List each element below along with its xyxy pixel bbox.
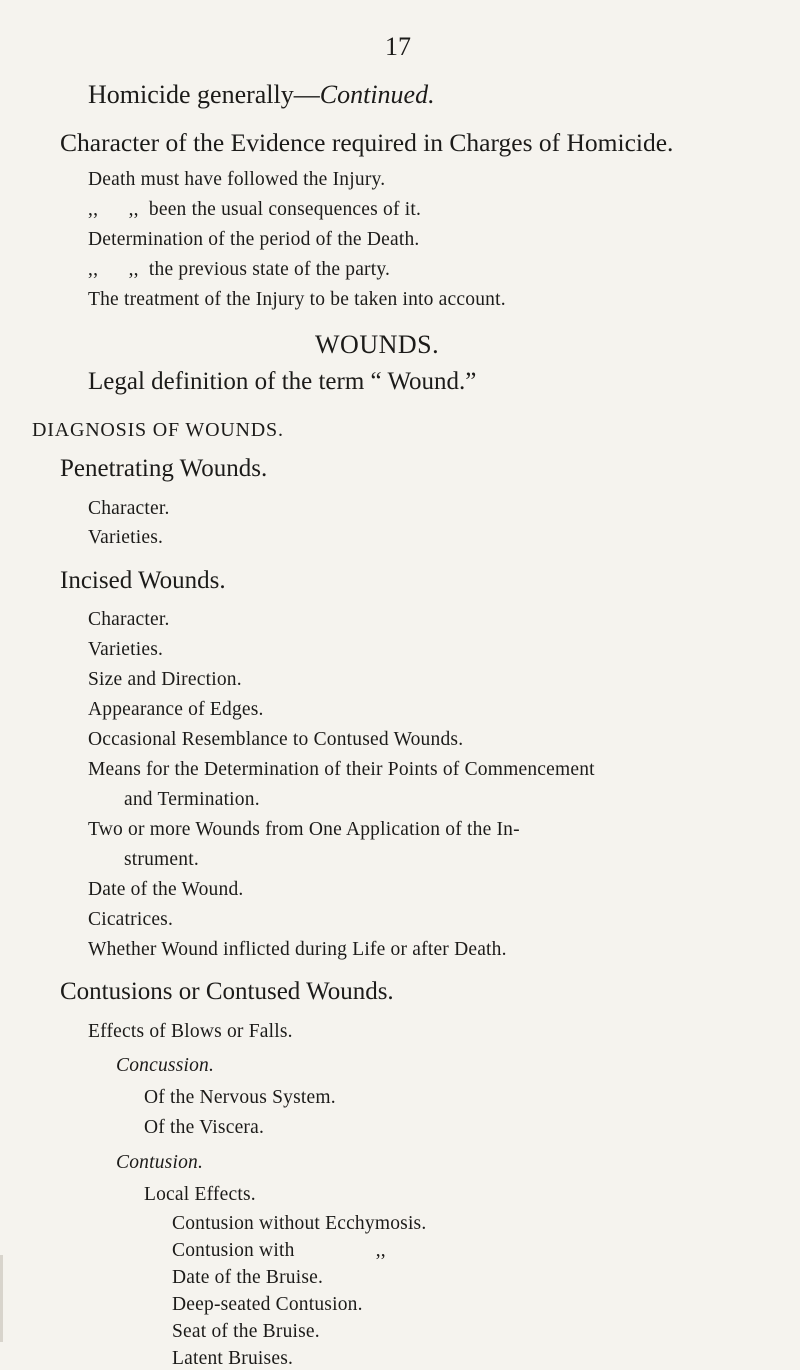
- evidence-heading: Character of the Evidence required in Charges of Homicide.: [60, 128, 674, 157]
- incised-item: Varieties.: [88, 639, 164, 660]
- running-head-main: Homicide generally—: [88, 80, 320, 109]
- diagnosis-heading: DIAGNOSIS OF WOUNDS.: [32, 419, 284, 441]
- incised-heading: Incised Wounds.: [60, 567, 226, 594]
- penetrating-item: Character.: [88, 498, 170, 519]
- incised-item: Two or more Wounds from One Application of the In-: [88, 819, 520, 840]
- contusion-item: Latent Bruises.: [172, 1348, 294, 1369]
- contusion-heading: Contusion.: [116, 1152, 204, 1173]
- contusion-item: Contusion without Ecchymosis.: [172, 1213, 427, 1234]
- incised-item: Cicatrices.: [88, 909, 174, 930]
- evidence-line: Determination of the period of the Death.: [88, 229, 420, 250]
- evidence-line: ,, ,, the previous state of the party.: [88, 259, 391, 280]
- running-head-continued: Continued.: [319, 80, 435, 109]
- penetrating-heading: Penetrating Wounds.: [60, 455, 268, 482]
- concussion-heading: Concussion.: [116, 1055, 215, 1076]
- running-head: [88, 80, 435, 110]
- incised-item: Appearance of Edges.: [88, 699, 264, 720]
- page-number: 17: [385, 32, 411, 61]
- contusion-item: Seat of the Bruise.: [172, 1321, 320, 1342]
- contusions-heading: Contusions or Contused Wounds.: [60, 978, 394, 1005]
- incised-item: Means for the Determination of their Points of Commencement: [88, 759, 595, 780]
- page-edge-shadow: [0, 1255, 3, 1342]
- evidence-line: ,, ,, been the usual consequences of it.: [88, 199, 422, 220]
- incised-item: Whether Wound inflicted during Life or after Death.: [88, 939, 507, 960]
- contusion-item: Deep-seated Contusion.: [172, 1294, 363, 1315]
- contusion-local-effects: Local Effects.: [144, 1184, 256, 1205]
- evidence-line: Death must have followed the Injury.: [88, 169, 386, 190]
- incised-item: Occasional Resemblance to Contused Wounds.: [88, 729, 464, 750]
- contusion-item: Contusion with ,,: [172, 1240, 386, 1261]
- contusions-effects: Effects of Blows or Falls.: [88, 1021, 293, 1042]
- incised-item: Size and Direction.: [88, 669, 242, 690]
- concussion-item: Of the Viscera.: [144, 1117, 265, 1138]
- evidence-line: The treatment of the Injury to be taken into account.: [88, 289, 506, 310]
- incised-item: Character.: [88, 609, 170, 630]
- incised-item: Date of the Wound.: [88, 879, 244, 900]
- incised-item: strument.: [124, 849, 199, 870]
- concussion-item: Of the Nervous System.: [144, 1087, 336, 1108]
- contusion-item: Date of the Bruise.: [172, 1267, 324, 1288]
- incised-item: and Termination.: [124, 789, 260, 810]
- penetrating-item: Varieties.: [88, 527, 164, 548]
- legal-definition: Legal definition of the term “ Wound.”: [88, 368, 477, 395]
- wounds-heading: WOUNDS.: [315, 330, 440, 359]
